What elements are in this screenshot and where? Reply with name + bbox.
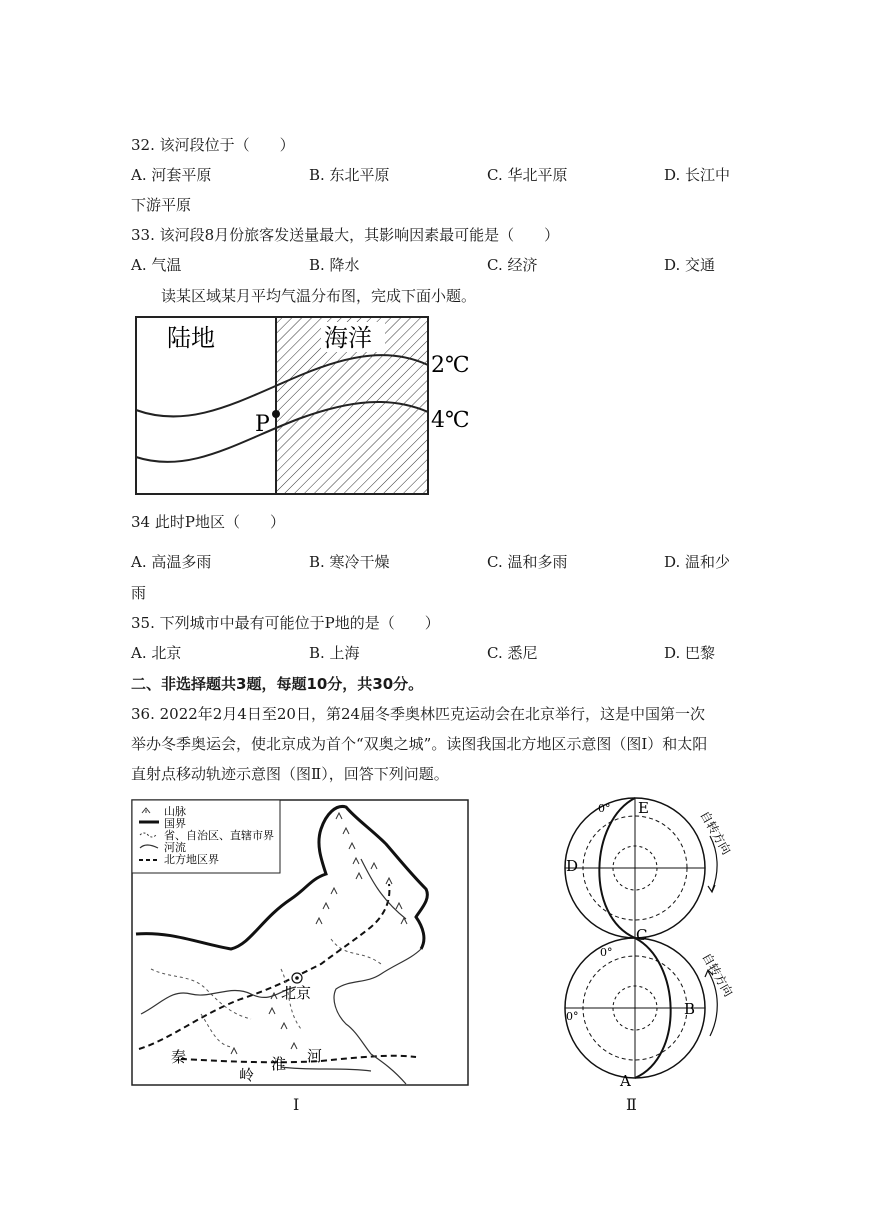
lower-zero-degree-left-label: 0°	[566, 1010, 579, 1023]
q33-stem: 33. 该河段8月份旅客发送量最大，其影响因素最可能是（ ）	[131, 226, 560, 244]
q35-option-b: B. 上海	[309, 644, 360, 662]
point-c-label: C	[636, 926, 648, 944]
q35-stem: 35. 下列城市中最有可能位于P地的是（ ）	[131, 614, 440, 632]
q33-option-b: B. 降水	[309, 256, 360, 274]
q36-line-3: 直射点移动轨迹示意图（图Ⅱ），回答下列问题。	[131, 765, 449, 783]
isotherm-2c-label: 2℃	[431, 353, 470, 378]
qin-label: 秦	[171, 1048, 187, 1066]
section-two-heading: 二、非选择题共3题，每题10分，共30分。	[131, 675, 424, 693]
land-label: 陆地	[167, 324, 215, 352]
q34-option-d-continued: 雨	[131, 584, 147, 602]
upper-rotation-direction-label: 自转方向	[697, 808, 734, 858]
legend-north-boundary-label: 北方地区界	[164, 853, 219, 866]
q34-option-c: C. 温和多雨	[487, 553, 568, 571]
q32-option-b: B. 东北平原	[309, 166, 390, 184]
point-p-marker	[272, 410, 280, 418]
q32-option-c: C. 华北平原	[487, 166, 568, 184]
figure-caption-ii: Ⅱ	[626, 1095, 637, 1114]
q36-line-2: 举办冬季奥运会，使北京成为首个“双奥之城”。读图我国北方地区示意图（图Ⅰ）和太阳	[131, 735, 708, 753]
point-e-label: E	[638, 799, 649, 817]
beijing-label: 北京	[281, 984, 312, 1002]
ocean-label: 海洋	[324, 324, 372, 352]
legend-province-label: 省、自治区、直辖市界	[164, 829, 274, 842]
q34-option-a: A. 高温多雨	[131, 553, 212, 571]
q33-option-c: C. 经济	[487, 256, 538, 274]
q35-option-c: C. 悉尼	[487, 644, 538, 662]
map-caption-i: Ⅰ	[293, 1095, 300, 1114]
point-d-label: D	[566, 857, 579, 875]
q32-option-d-continued: 下游平原	[131, 196, 192, 214]
huai-label: 淮	[271, 1055, 287, 1073]
isotherm-4c-label: 4℃	[431, 408, 470, 433]
q36-line-1: 36. 2022年2月4日至20日，第24届冬季奥林匹克运动会在北京举行，这是中国第一次	[131, 705, 706, 723]
q32-option-a: A. 河套平原	[131, 166, 212, 184]
q35-option-d: D. 巴黎	[664, 644, 716, 662]
q34-option-d: D. 温和少	[664, 553, 731, 571]
q33-option-d: D. 交通	[664, 256, 716, 274]
upper-rotation-arrowhead	[708, 885, 715, 892]
temperature-distribution-figure	[131, 310, 476, 500]
q33-option-a: A. 气温	[131, 256, 182, 274]
legend-river-label: 河流	[164, 841, 186, 854]
reading-intro: 读某区域某月平均气温分布图，完成下面小题。	[161, 287, 477, 305]
q34-stem: 34 此时P地区（ ）	[131, 513, 285, 531]
legend-mountain-label: 山脉	[164, 805, 186, 818]
solar-point-trajectory-figure	[560, 796, 740, 1094]
he-label: 河	[307, 1047, 323, 1065]
beijing-marker-dot	[295, 976, 299, 980]
q32-stem: 32. 该河段位于（ ）	[131, 136, 295, 154]
q35-option-a: A. 北京	[131, 644, 182, 662]
lower-zero-degree-top-label: 0°	[600, 946, 613, 959]
q34-option-b: B. 寒冷干燥	[309, 553, 390, 571]
point-p-label: P	[255, 412, 270, 437]
legend-border-label: 国界	[164, 817, 186, 830]
northern-china-map	[131, 799, 469, 1086]
ling-label: 岭	[239, 1066, 255, 1084]
upper-zero-degree-label: 0°	[598, 802, 611, 815]
q32-option-d: D. 长江中	[664, 166, 731, 184]
point-b-label: B	[684, 1000, 696, 1018]
lower-rotation-direction-label: 自转方向	[699, 950, 736, 1000]
point-a-label: A	[620, 1072, 631, 1090]
